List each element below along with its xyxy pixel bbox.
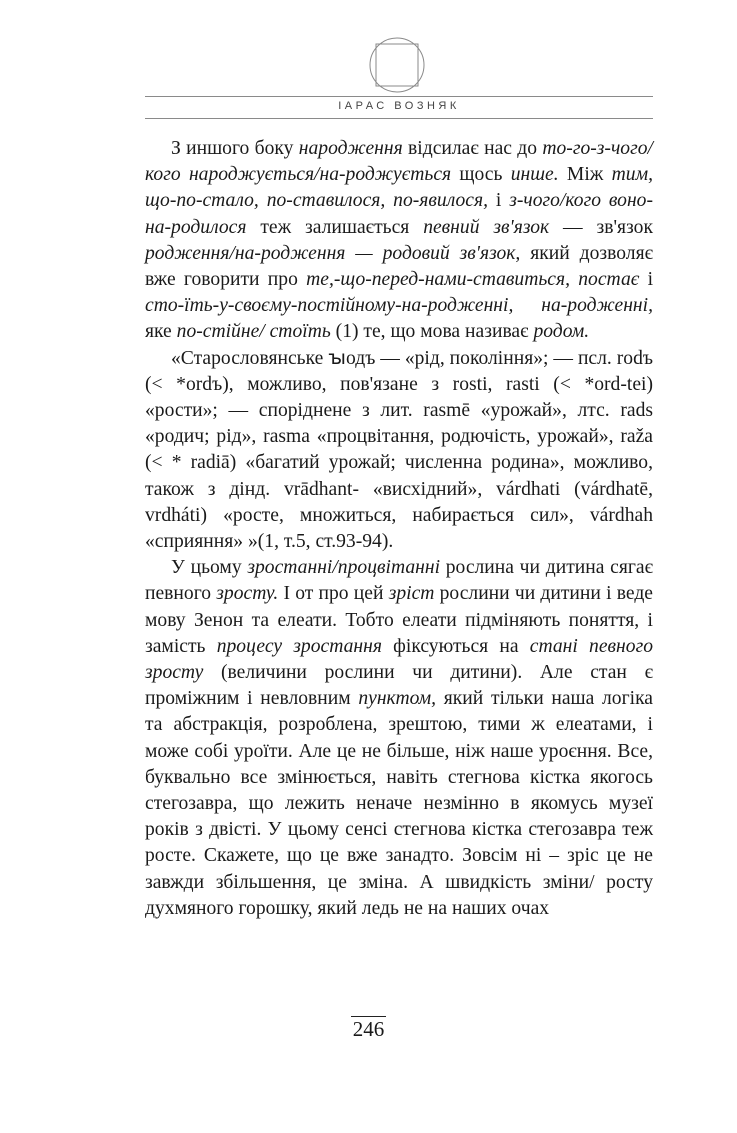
text-run: рослина чи дитина сягає певного (145, 557, 653, 605)
italic-text-run: пунктом, (358, 688, 437, 710)
text-run: — зв'язок (549, 216, 653, 238)
italic-text-run: процесу зростання (216, 635, 382, 657)
text-run: У цьому (171, 557, 248, 579)
header-rule-bottom (145, 118, 653, 119)
italic-text-run: зростанні/процвітанні (247, 557, 441, 579)
text-run: відсилає нас до (402, 138, 543, 159)
italic-text-run: сто-їть-у-своєму-постійному-на-родженні, на-родженні, (145, 295, 653, 317)
text-run: «Старословянське ꙑодъ — «рід, покоління»; — псл. rodъ (< *ordъ), можливо, пов'язане з rosti, rasti (< *ord-tei) «рости»; — споріднене з лит. rasmē «урожай», лтс. rads «родич; рід», rasma «процвітання, родючість, урожай», raža (< * radiā) «багатий урожай; численна родина», можливо, також з дінд. vrādhant- «висхідний», várdhati (várdhatē, vrdháti) «росте, множиться, набирається сил», várdhah «сприяння» »(1, т.5, ст.93-94). (145, 347, 653, 553)
text-run: фіксуються на (381, 635, 530, 657)
text-run: І от про цей (278, 583, 389, 605)
text-run: і (639, 269, 654, 291)
italic-text-run: по-стійне/ стоїть (176, 321, 331, 343)
italic-text-run: зросту. (216, 583, 279, 605)
page-number (0, 1016, 737, 1041)
text-run: Між (558, 164, 612, 186)
text-run: і (487, 190, 510, 212)
text-run: (величини рослини чи дитини). Але стан є проміжним і невловним (145, 662, 653, 710)
text-run: який дозволяє вже говорити про (145, 242, 653, 291)
italic-text-run: родом. (533, 321, 590, 343)
italic-text-run: народження (298, 138, 403, 159)
running-header-author: ІАРАС ВОЗНЯК (338, 100, 460, 112)
page-number-label: 246 (352, 1017, 385, 1041)
text-run: який тільки наша логіка та абстракція, розроблена, зрештою, тими ж елеатами, і може собі уроїти. Але це не більше, ніж наше уроєння. Все, буквально все змінюється, навіть стегнова кістка якогось стегозавра, що лежить неначе незмінно в якомусь музеї років з двісті. У цьому сенсі стегнова кістка стегозавра теж росте. Скажете, що це вже занадто. Зовсім ні – зріс це не завжди збільшення, це зміна. А швидкість зміни/ росту духмяного горошку, який ледь не на наших очах (145, 688, 653, 919)
italic-text-run: родження/на-родження — родовий зв'язок, (145, 242, 521, 264)
italic-text-run: зріст (388, 583, 435, 605)
italic-text-run: стані певного зросту (145, 635, 654, 684)
text-run: щось (451, 164, 511, 186)
italic-text-run: тим, що-по-стало, по-ставилося, по-явилося, (145, 164, 653, 212)
text-run: (1) те, що мова називає (330, 321, 534, 343)
italic-text-run: з-чого/кого воно-на-родилося (145, 190, 654, 238)
header-rule-top (145, 96, 653, 97)
text-run: З иншого боку (171, 138, 299, 159)
body-text (145, 136, 653, 922)
text-run: рослини чи дитини і веде мову Зенон та елеати. Тобто елеати підміняють поняття, і замість (145, 583, 653, 657)
paragraph (145, 346, 653, 556)
square-circle-emblem-icon (368, 36, 426, 94)
italic-text-run: певний зв'язок (423, 216, 550, 238)
italic-text-run: те,-що-перед-нами-ставиться, постає (306, 269, 640, 291)
paragraph (145, 136, 653, 346)
text-run: яке (145, 321, 177, 343)
italic-text-run: инше. (510, 164, 559, 186)
paragraph (145, 555, 653, 922)
italic-text-run: то-го-з-чого/кого народжується/на-роджується (145, 138, 653, 186)
text-run: теж залишається (246, 216, 424, 238)
